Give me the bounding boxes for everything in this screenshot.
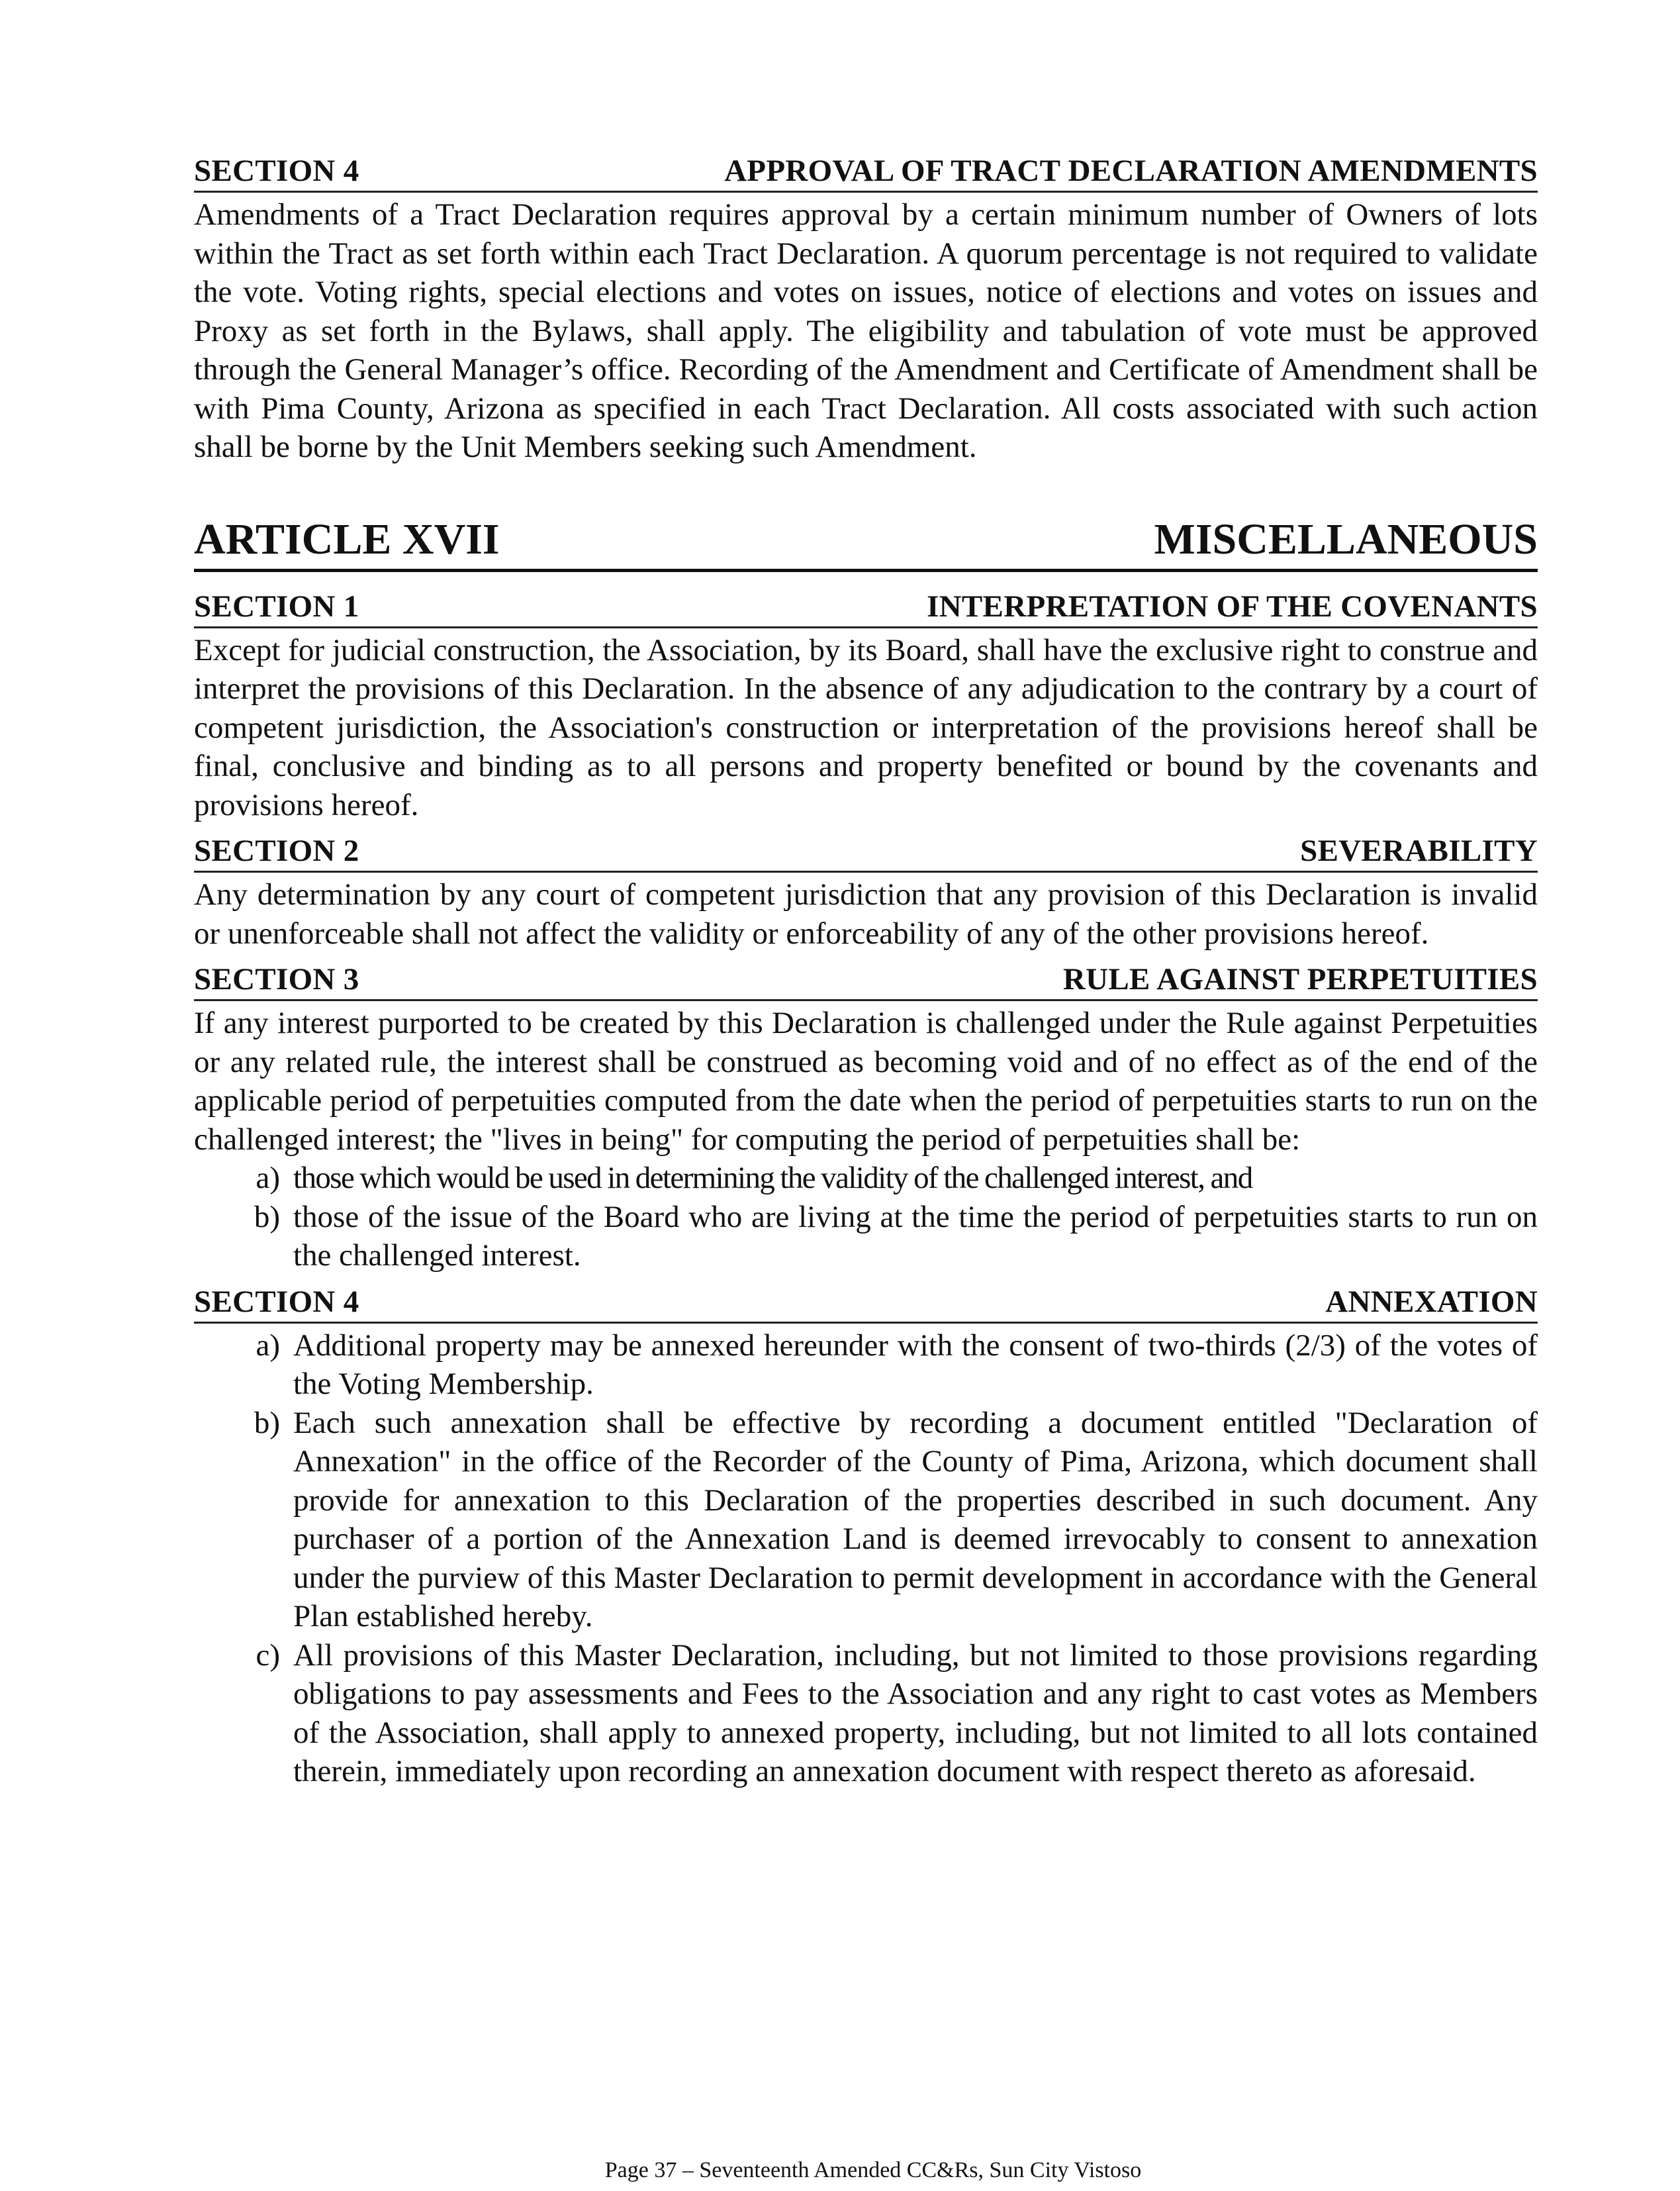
list-item-text: Each such annexation shall be effective by recording a document entitled "Declaration of Annexation" in the office of the Recorder of the County of Pima, Arizona, which document shall provide for annexation to this Declaration of the properties described in such document. Any purchaser of a portion of the Annexation Land is deemed irrevocably to consent to annexation under the purview of this Master Declaration to permit development in accordance with the General Plan established hereby. [293, 1405, 1538, 1633]
list-item-label: b) [254, 1405, 280, 1440]
section-title: INTERPRETATION OF THE COVENANTS [927, 589, 1538, 624]
list-item-text: those which would be used in determining the validity of the challenged interest, and [293, 1161, 1252, 1195]
section-number: SECTION 4 [194, 1284, 359, 1319]
section-title: RULE AGAINST PERPETUITIES [1062, 962, 1538, 997]
list-item-text: All provisions of this Master Declaration, including, but not limited to those provisions regarding obligations to pay assessments and Fees to the Association and any right to cast votes as Members of the Association, shall apply to annexed property, including, but not limited to all lots contained therein, immediately upon recording an annexation document with respect thereto as aforesaid. [293, 1637, 1538, 1788]
section-title: SEVERABILITY [1300, 834, 1538, 868]
document-page [194, 152, 1538, 1799]
list-item [194, 1198, 1538, 1275]
section-heading-annexation [194, 1283, 1538, 1324]
list-item [194, 1404, 1538, 1636]
list-item-label: b) [254, 1199, 280, 1234]
list-item-label: a) [256, 1328, 280, 1363]
section-title: APPROVAL OF TRACT DECLARATION AMENDMENTS [724, 154, 1538, 188]
list-item-text: Additional property may be annexed hereunder with the consent of two-thirds (2/3) of the votes of the Voting Membership. [293, 1328, 1538, 1401]
article-number: ARTICLE XVII [194, 514, 500, 563]
list-item [194, 1159, 1538, 1198]
list-item [194, 1326, 1538, 1404]
section-number: SECTION 1 [194, 589, 359, 624]
article-heading [194, 513, 1538, 572]
page-footer: Page 37 – Seventeenth Amended CC&Rs, Sun City Vistoso [604, 2158, 1142, 2182]
list-item-label: c) [256, 1637, 280, 1673]
section-number: SECTION 2 [194, 834, 359, 868]
section-body-severability: Any determination by any court of competent jurisdiction that any provision of this Declaration is invalid or unenforceable shall not affect the validity or enforceability of any of the other provisions hereof. [194, 877, 1538, 951]
section-body-perpetuities: If any interest purported to be created by this Declaration is challenged under the Rule against Perpetuities or any related rule, the interest shall be construed as becoming void and of no effect as of the end of the applicable period of perpetuities computed from the date when the period of perpetuities starts to run on the challenged interest; the "lives in being" for computing the period of perpetuities shall be: [194, 1006, 1538, 1157]
section-body-approval: Amendments of a Tract Declaration requires approval by a certain minimum number of Owners of lots within the Tract as set forth within each Tract Declaration. A quorum percentage is not required to validate the vote. Voting rights, special elections and votes on issues, notice of elections and votes on issues and Proxy as set forth in the Bylaws, shall apply. The eligibility and tabulation of vote must be approved through the General Manager’s office. Recording of the Amendment and Certificate of Amendment shall be with Pima County, Arizona as specified in each Tract Declaration. All costs associated with such action shall be borne by the Unit Members seeking such Amendment. [194, 197, 1538, 464]
list-item-label: a) [256, 1161, 280, 1195]
article-title: MISCELLANEOUS [1154, 514, 1538, 563]
annexation-list [194, 1326, 1538, 1791]
section-heading-perpetuities [194, 961, 1538, 1001]
section-heading-interpretation [194, 588, 1538, 628]
list-item-text: those of the issue of the Board who are living at the time the period of perpetuities starts to run on the challenged interest. [293, 1199, 1538, 1273]
section-heading-approval [194, 152, 1538, 193]
section-body-interpretation: Except for judicial construction, the Association, by its Board, shall have the exclusive right to construe and interpret the provisions of this Declaration. In the absence of any adjudication to the contrary by a court of competent jurisdiction, the Association's construction or interpretation of the provisions hereof shall be final, conclusive and binding as to all persons and property benefited or bound by the covenants and provisions hereof. [194, 632, 1538, 822]
perpetuities-list [194, 1159, 1538, 1275]
section-number: SECTION 3 [194, 962, 359, 997]
section-number: SECTION 4 [194, 154, 359, 188]
list-item [194, 1636, 1538, 1791]
section-heading-severability [194, 832, 1538, 873]
section-title: ANNEXATION [1325, 1284, 1538, 1319]
